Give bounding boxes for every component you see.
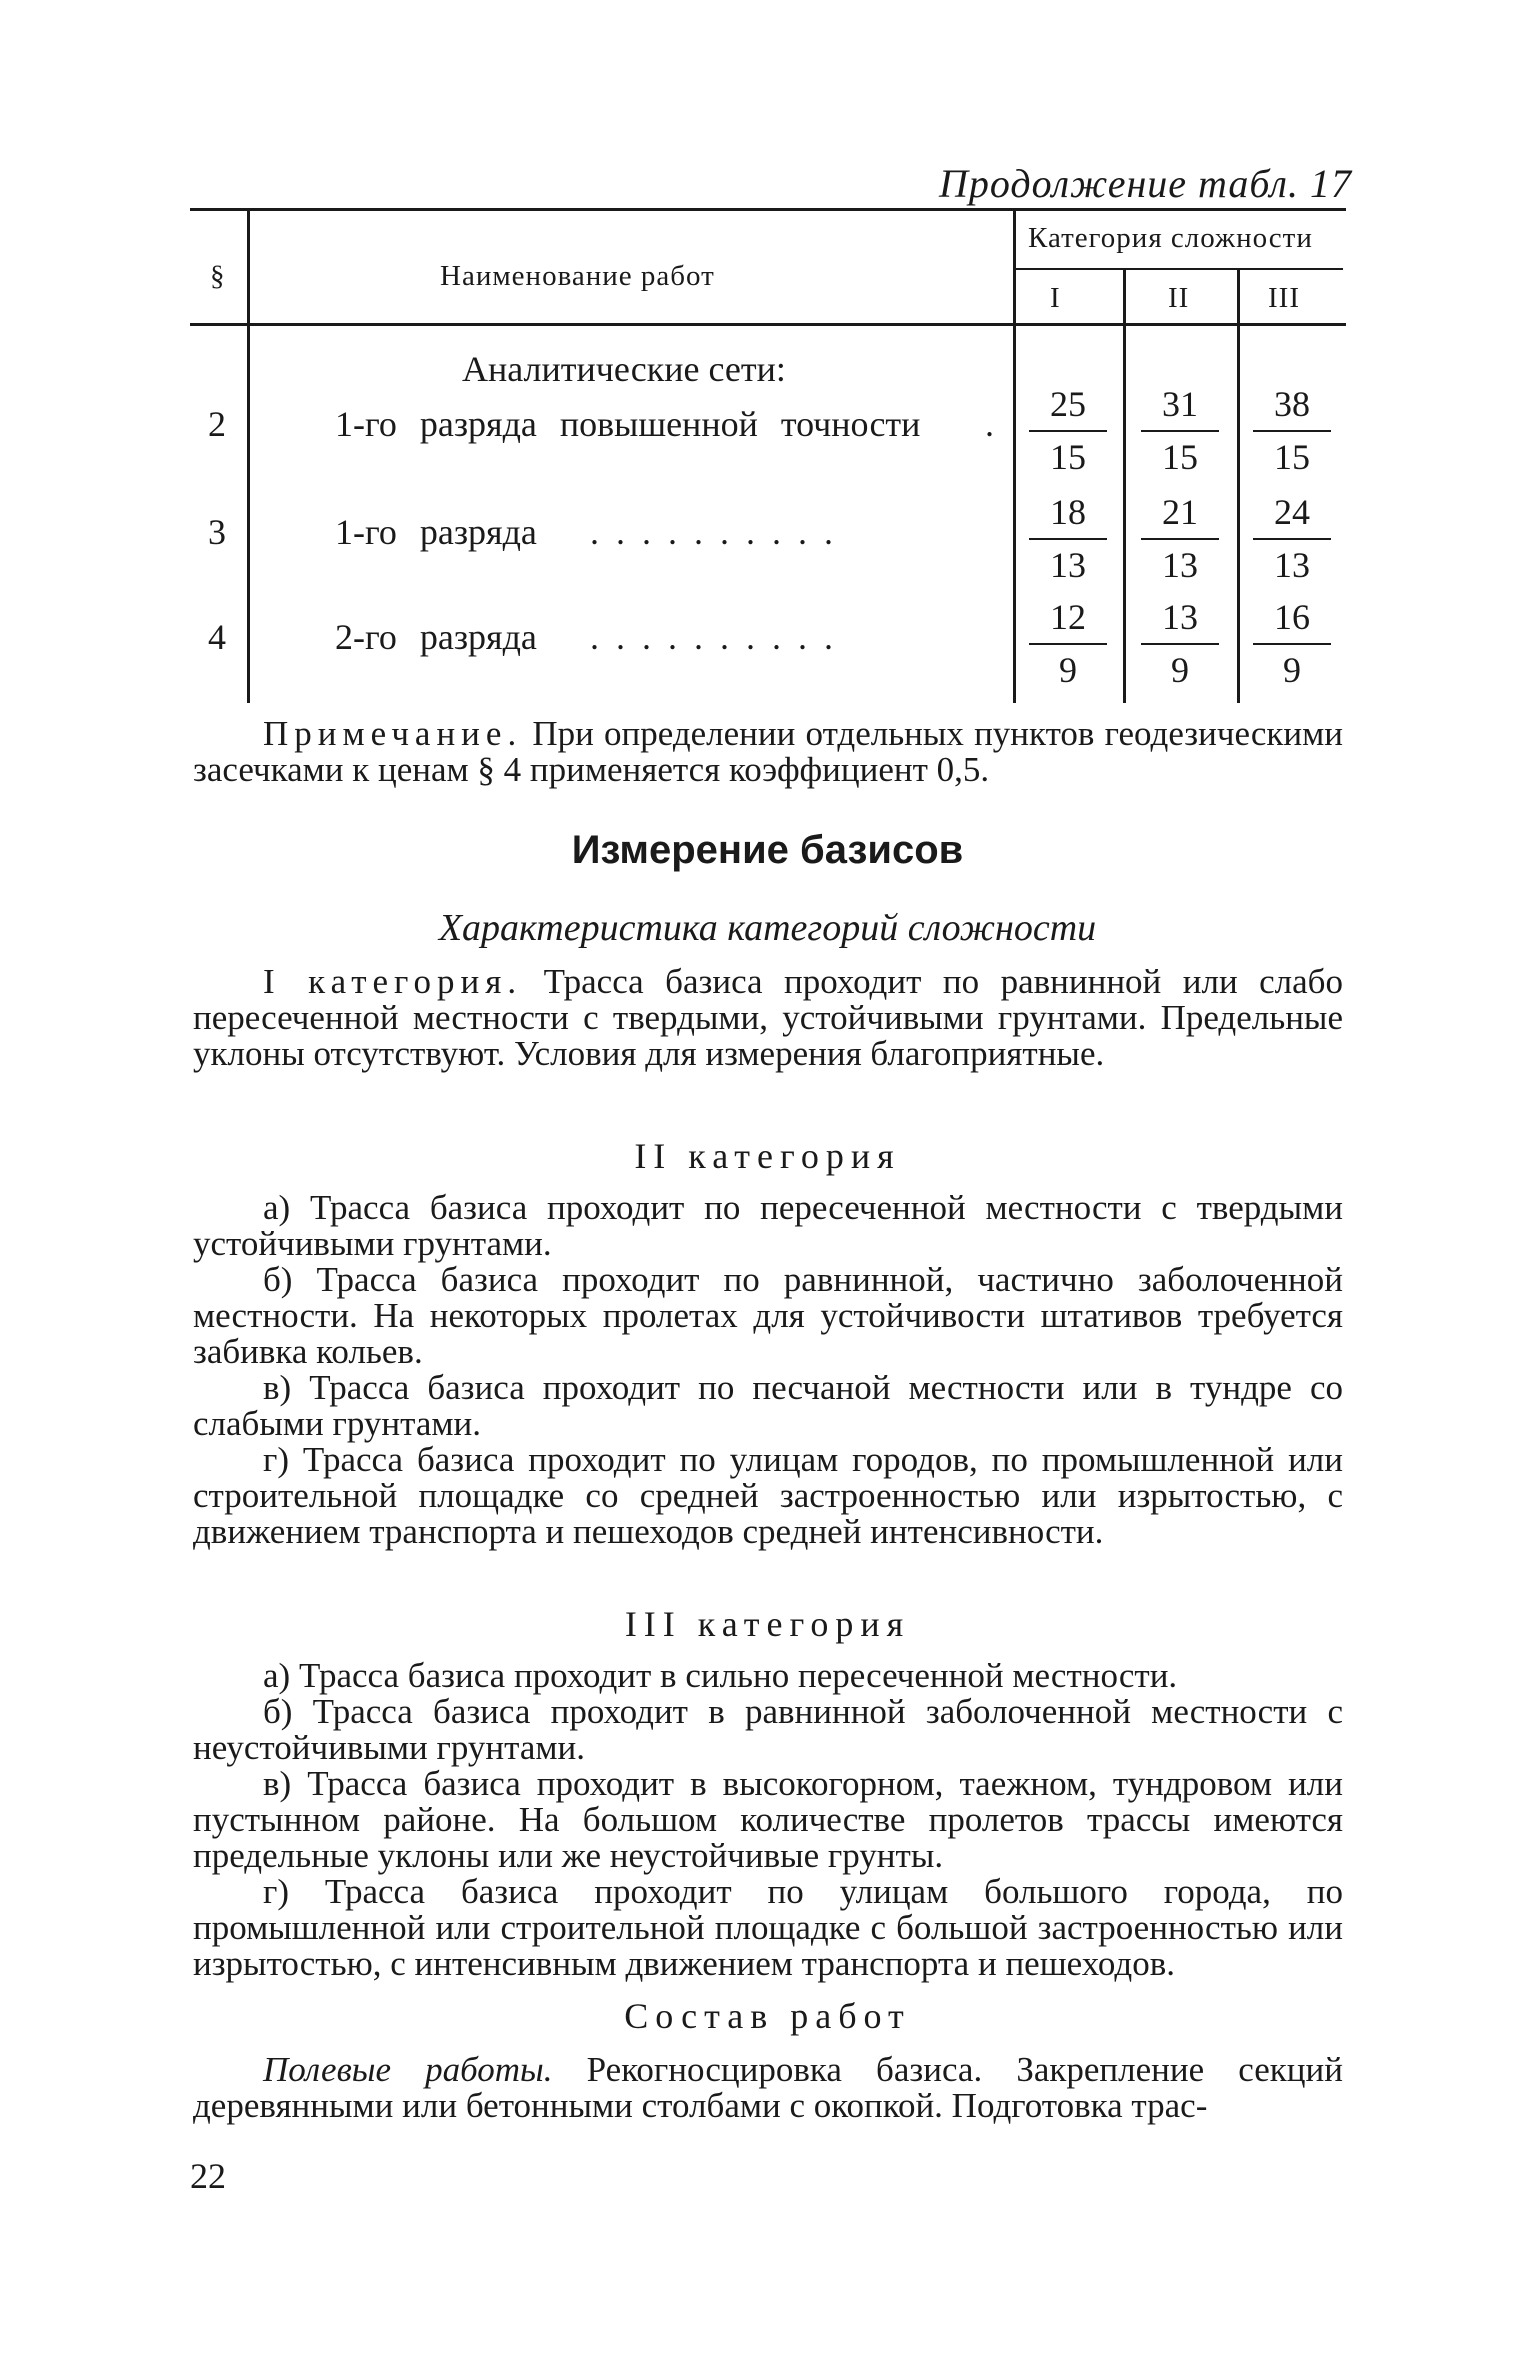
price-denominator: 9 [1171, 650, 1189, 690]
price-numerator: 31 [1162, 384, 1198, 424]
fraction-bar [1029, 643, 1107, 645]
group-title: Аналитические сети: [462, 349, 786, 389]
row-section-number: 4 [208, 617, 226, 657]
price-numerator: 12 [1050, 597, 1086, 637]
composition-title: Состав работ [624, 1996, 911, 2036]
price-denominator: 13 [1050, 545, 1086, 585]
row-work-name: 1-го разряда [335, 512, 537, 552]
fraction-bar [1141, 430, 1219, 432]
price-denominator: 15 [1162, 437, 1198, 477]
category-3-title: III категория [624, 1604, 911, 1644]
price-denominator: 13 [1274, 545, 1310, 585]
header-cat-2: II [1168, 282, 1190, 314]
category-3-item: а) Трасса базиса проходит в сильно пересеченной местности. [263, 1656, 1178, 1695]
price-numerator: 24 [1274, 492, 1310, 532]
price-numerator: 21 [1162, 492, 1198, 532]
price-denominator: 15 [1050, 437, 1086, 477]
table-continuation-caption: Продолжение табл. 17 [938, 161, 1352, 206]
price-denominator: 9 [1283, 650, 1301, 690]
category-header-rule [1013, 268, 1343, 270]
category-1-label: I категория. [263, 962, 523, 1001]
header-work-name: Наименование работ [440, 260, 715, 292]
category-2-item: г) Трасса базиса проходит по улицам городов, по промышленной или строительной площадке со средней застроенностью или изрытостью, с движением транспорта и пешеходов средней интенсивности. [193, 1440, 1343, 1551]
row-work-name: 1-го разряда повышенной точности [335, 404, 921, 444]
price-numerator: 16 [1274, 597, 1310, 637]
table-note [193, 716, 1343, 788]
fraction-bar [1029, 538, 1107, 540]
row-leader-dots: . . . . . . . . . . [590, 617, 837, 657]
price-denominator: 13 [1162, 545, 1198, 585]
price-numerator: 13 [1162, 597, 1198, 637]
fraction-bar [1029, 430, 1107, 432]
col-divider-3 [1123, 268, 1126, 703]
header-category: Категория сложности [1028, 222, 1313, 254]
note-text: При определении отдельных пунктов геодезическими засечками к ценам § 4 применяется коэффициент 0,5. [193, 714, 1343, 789]
row-work-name: 2-го разряда [335, 617, 537, 657]
composition-text: Рекогносцировка базиса. Закрепление секций деревянными или бетонными столбами с окопкой. Подготовка трас- [193, 2050, 1343, 2125]
row-leader-dots: . [985, 404, 994, 444]
category-2-item: б) Трасса базиса проходит по равнинной, частично заболоченной местности. На некоторых пролетах для устойчивости штативов требуется забивка кольев. [193, 1260, 1343, 1371]
price-numerator: 18 [1050, 492, 1086, 532]
table-header-rule [190, 323, 1346, 326]
fraction-bar [1253, 430, 1331, 432]
col-divider-2 [1013, 208, 1016, 703]
row-leader-dots: . . . . . . . . . . [590, 512, 837, 552]
header-section: § [210, 260, 226, 292]
header-cat-1: I [1050, 282, 1061, 314]
price-numerator: 38 [1274, 384, 1310, 424]
fraction-bar [1141, 643, 1219, 645]
composition-paragraph [193, 2052, 1343, 2124]
category-3-item: в) Трасса базиса проходит в высокогорном, таежном, тундровом или пустынном районе. На большом количестве пролетов трассы имеются предельные уклоны или же неустойчивые грунты. [193, 1764, 1343, 1875]
category-3-item: б) Трасса базиса проходит в равнинной заболоченной местности с неустойчивыми грунтами. [193, 1692, 1343, 1767]
note-label: Примечание. [263, 714, 523, 753]
category-3-item: г) Трасса базиса проходит по улицам большого города, по промышленной или строительной площадке с большой застроенностью или изрытостью, с интенсивным движением транспорта и пешеходов. [193, 1872, 1343, 1983]
price-denominator: 9 [1059, 650, 1077, 690]
category-1-paragraph [193, 964, 1343, 1072]
category-2-title: II категория [634, 1136, 901, 1176]
fraction-bar [1141, 538, 1219, 540]
subsection-title: Характеристика категорий сложности [438, 907, 1097, 949]
section-title: Измерение базисов [571, 828, 964, 872]
fraction-bar [1253, 643, 1331, 645]
row-section-number: 2 [208, 404, 226, 444]
page-number: 22 [190, 2156, 226, 2196]
price-numerator: 25 [1050, 384, 1086, 424]
category-1-text: Трасса базиса проходит по равнинной или слабо пересеченной местности с твердыми, устойчивыми грунтами. Предельные уклоны отсутствуют. Условия для измерения благоприятные. [193, 962, 1343, 1073]
col-divider-4 [1237, 268, 1240, 703]
col-divider-1 [247, 208, 250, 703]
table-top-rule [190, 208, 1346, 211]
row-section-number: 3 [208, 512, 226, 552]
price-denominator: 15 [1274, 437, 1310, 477]
category-2-item: в) Трасса базиса проходит по песчаной местности или в тундре со слабыми грунтами. [193, 1368, 1343, 1443]
category-2-item: а) Трасса базиса проходит по пересеченной местности с твердыми устойчивыми грунтами. [193, 1188, 1343, 1263]
composition-lead: Полевые работы. [263, 2050, 553, 2089]
header-cat-3: III [1268, 282, 1300, 314]
prices-table [190, 208, 1346, 708]
fraction-bar [1253, 538, 1331, 540]
